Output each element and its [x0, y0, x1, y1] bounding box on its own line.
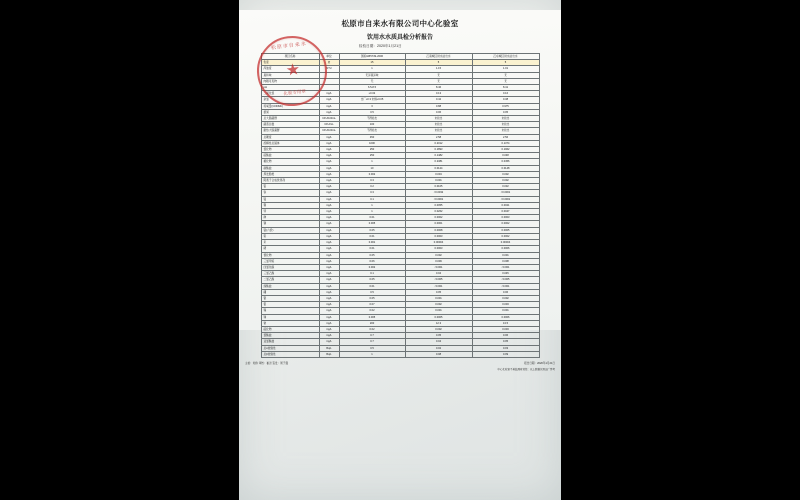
cell-unit: mg/L — [319, 190, 339, 196]
cell-name: 镉 — [261, 221, 319, 227]
cell-name: 锑 — [261, 314, 319, 320]
cell-a: 无 — [405, 78, 472, 84]
cell-b: 0.0006 — [472, 246, 539, 252]
cell-unit: mg/L — [319, 221, 339, 227]
cell-unit: mg/L — [319, 264, 339, 270]
cell-unit: mg/L — [319, 215, 339, 221]
cell-b: 0.0005 — [472, 227, 539, 233]
cell-std: 0.001 — [339, 240, 405, 246]
cell-std: 200 — [339, 320, 405, 326]
cell-unit: mg/L — [319, 333, 339, 339]
cell-b: 0.0003 — [472, 215, 539, 221]
cell-std: 6.5-8.5 — [339, 85, 405, 91]
seal-bottom-text: 化验专用章 — [283, 88, 307, 97]
cell-unit: mg/L — [319, 233, 339, 239]
cell-b: 0.0047 — [472, 209, 539, 215]
cell-a: 未检出 — [405, 128, 472, 134]
seal-top-text: 松原市自来水 — [270, 41, 308, 52]
cell-name: 镍 — [261, 308, 319, 314]
cell-name: 溴酸盐 — [261, 283, 319, 289]
cell-std: 1 — [339, 209, 405, 215]
cell-unit: NTU — [319, 66, 339, 72]
cell-std: 15 — [339, 60, 405, 66]
cell-name: 硫酸盐 — [261, 153, 319, 159]
col-header-unit: 单位 — [319, 54, 339, 60]
cell-b: 0.0456 — [472, 159, 539, 165]
cell-b: 未检出 — [472, 128, 539, 134]
cell-std: 0.1 — [339, 271, 405, 277]
cell-b: 无 — [472, 78, 539, 84]
cell-std: 0.05 — [339, 227, 405, 233]
cell-unit: mg/L — [319, 171, 339, 177]
cell-b: 0.05 — [472, 339, 539, 345]
cell-unit: 度 — [319, 60, 339, 66]
cell-a: 0.05 — [405, 333, 472, 339]
cell-a: 0.009 — [405, 258, 472, 264]
cell-unit: mg/L — [319, 184, 339, 190]
cell-unit: mg/L — [319, 314, 339, 320]
cell-unit: mg/L — [319, 165, 339, 171]
cell-b: 0.048 — [472, 153, 539, 159]
cell-a: 0.001 — [405, 295, 472, 301]
cell-a: 8.46 — [405, 85, 472, 91]
cell-name: 溶解性总固体 — [261, 140, 319, 146]
cell-std: 100 — [339, 122, 405, 128]
cell-name: 亚氯酸盐 — [261, 339, 319, 345]
cell-a: <0.0032 — [405, 190, 472, 196]
cell-b: 0.1374 — [472, 140, 539, 146]
cell-name: 硼 — [261, 289, 319, 295]
cell-b: 13.5 — [472, 320, 539, 326]
star-icon: ★ — [284, 61, 302, 80]
col-header-site-b: 江东城区供水站出水 — [472, 54, 539, 60]
cell-name: 总β放射性 — [261, 351, 319, 357]
cell-b: <0.0001 — [472, 190, 539, 196]
cell-name: 臭和味 — [261, 72, 319, 78]
cell-b: 0.0006 — [472, 314, 539, 320]
cell-std: 无 — [339, 78, 405, 84]
cell-name: 氨氮 — [261, 109, 319, 115]
cell-std: 250 — [339, 153, 405, 159]
cell-unit: mg/L — [319, 240, 339, 246]
cell-name: 阴离子合成洗涤剂 — [261, 178, 319, 184]
cell-std: 0.3 — [339, 178, 405, 184]
cell-b: 0.06 — [472, 289, 539, 295]
cell-name: 三氯甲烷 — [261, 258, 319, 264]
cell-unit: mg/L — [319, 147, 339, 153]
report-date: 报告日期：2020年1月21日 — [524, 361, 555, 365]
cell-name: 总大肠菌群 — [261, 116, 319, 122]
col-header-site-a: 江南城区供水站出水 — [405, 54, 472, 60]
cell-name: 氯化物 — [261, 147, 319, 153]
cell-b: 0.002 — [472, 178, 539, 184]
cell-name: 色度 — [261, 60, 319, 66]
cell-name: pH — [261, 85, 319, 91]
cell-name: 铝 — [261, 184, 319, 190]
col-header-standard: 国标GB5749-2006 — [339, 54, 405, 60]
cell-a: 1.15 — [405, 66, 472, 72]
cell-b: 5 — [472, 60, 539, 66]
cell-unit: mg/L — [319, 302, 339, 308]
cell-std: 0.02 — [339, 308, 405, 314]
cell-unit: mg/L — [319, 140, 339, 146]
cell-a: 0.13 — [405, 91, 472, 97]
cell-name: 二氧化氯 — [261, 91, 319, 97]
cell-name: 铁 — [261, 190, 319, 196]
cell-a: 0.0002 — [405, 215, 472, 221]
cell-unit: mg/L — [319, 134, 339, 140]
cell-unit: mg/L — [319, 159, 339, 165]
cell-std: 0.1 — [339, 196, 405, 202]
cell-b: 0.06 — [472, 333, 539, 339]
cell-unit: mg/L — [319, 308, 339, 314]
signature-text: 主检：刘伟 审核：崔洪 签发：周子强 — [245, 361, 288, 365]
cell-name: 硫化物 — [261, 326, 319, 332]
cell-std: 0.002 — [339, 171, 405, 177]
cell-std: 450 — [339, 134, 405, 140]
cell-std: 0.005 — [339, 221, 405, 227]
cell-name: 锌 — [261, 209, 319, 215]
footer-note: 中心化验室不易监测有效性：以上数据仅供出厂参考 — [497, 367, 555, 371]
cell-unit: mg/L — [319, 103, 339, 109]
cell-name: 硒 — [261, 246, 319, 252]
cell-b: 0.0002 — [472, 221, 539, 227]
cell-std: 3 — [339, 103, 405, 109]
cell-std: 0.01 — [339, 283, 405, 289]
cell-a: 0.002 — [405, 302, 472, 308]
cell-b: 0.00004 — [472, 240, 539, 246]
cell-std: 0.05 — [339, 252, 405, 258]
cell-std: 0.01 — [339, 233, 405, 239]
cell-name: 三氯乙酸 — [261, 271, 319, 277]
cell-a: 0.05 — [405, 289, 472, 295]
cell-a: 0.0005 — [405, 314, 472, 320]
cell-unit: mg/L — [319, 246, 339, 252]
cell-a: 0.0008 — [405, 227, 472, 233]
cell-name: 氯酸盐 — [261, 333, 319, 339]
cell-name: 肉眼可见物 — [261, 78, 319, 84]
cell-name: 余氯 — [261, 97, 319, 103]
cell-name: 菌落总数 — [261, 122, 319, 128]
cell-std: 0.005 — [339, 314, 405, 320]
footer-note-line — [245, 367, 555, 371]
table-row — [261, 351, 539, 357]
cell-std: 250 — [339, 147, 405, 153]
cell-unit: mg/L — [319, 277, 339, 283]
cell-b: 0.0148 — [472, 165, 539, 171]
cell-name: 银 — [261, 295, 319, 301]
cell-name: 四氯化碳 — [261, 264, 319, 270]
cell-name: 锰 — [261, 196, 319, 202]
cell-unit: mg/L — [319, 320, 339, 326]
cell-name: 铬(六价) — [261, 227, 319, 233]
col-header-name: 项目名称 — [261, 54, 319, 60]
cell-unit: Bq/L — [319, 351, 339, 357]
cell-name: 钼 — [261, 302, 319, 308]
scanned-page-background — [239, 0, 561, 500]
cell-std: 无异臭异味 — [339, 72, 405, 78]
cell-b: 0.032 — [472, 184, 539, 190]
cell-unit: mg/L — [319, 97, 339, 103]
cell-b: 0.0002 — [472, 233, 539, 239]
cell-a: 0.0262 — [405, 209, 472, 215]
cell-std: 1 — [339, 351, 405, 357]
cell-a: 0.0003 — [405, 233, 472, 239]
cell-a: <0.005 — [405, 277, 472, 283]
cell-b: 8.41 — [472, 85, 539, 91]
cell-name: 耗氧量(CODMn) — [261, 103, 319, 109]
cell-name: 砷 — [261, 215, 319, 221]
cell-a: 0.08 — [405, 351, 472, 357]
cell-std: ≥0.02 — [339, 91, 405, 97]
cell-name: 汞 — [261, 240, 319, 246]
cell-name: 浑浊度 — [261, 66, 319, 72]
cell-unit: Bq/L — [319, 345, 339, 351]
cell-a: 0.001 — [405, 308, 472, 314]
cell-b: 0.05 — [472, 109, 539, 115]
cell-name: 总硬度 — [261, 134, 319, 140]
cell-std: 1 — [339, 202, 405, 208]
cell-a: 0.02 — [405, 345, 472, 351]
cell-std: 0.05 — [339, 295, 405, 301]
cell-a: <0.0001 — [405, 196, 472, 202]
cell-a: <0.001 — [405, 264, 472, 270]
cell-name: 氟化物 — [261, 159, 319, 165]
cell-std: 0.02 — [339, 326, 405, 332]
cell-unit: CFU/100mL — [319, 128, 339, 134]
cell-unit: mg/L — [319, 339, 339, 345]
cell-unit: mg/L — [319, 289, 339, 295]
cell-unit: CFU/mL — [319, 122, 339, 128]
cell-a: 0.0003 — [405, 246, 472, 252]
cell-a: 0.1893 — [405, 147, 472, 153]
cell-a: 未检出 — [405, 122, 472, 128]
cell-b: 0.045 — [472, 271, 539, 277]
cell-std: 不得检出 — [339, 128, 405, 134]
cell-b: 0.001 — [472, 308, 539, 314]
cell-name: 氰化物 — [261, 252, 319, 258]
cell-std: 0.5 — [339, 345, 405, 351]
cell-b: 0.003 — [472, 326, 539, 332]
cell-a: 0.0124 — [405, 165, 472, 171]
cell-a: 0.001 — [405, 178, 472, 184]
cell-b: 0.002 — [472, 295, 539, 301]
cell-a: 0.2012 — [405, 140, 472, 146]
cell-b: 0.16 — [472, 91, 539, 97]
cell-a: 0.0055 — [405, 202, 472, 208]
cell-a: 0.0105 — [405, 184, 472, 190]
cell-b: 0.002 — [472, 171, 539, 177]
cell-name: 铅 — [261, 233, 319, 239]
cell-a: 0.04 — [405, 339, 472, 345]
cell-b: 0.001 — [472, 252, 539, 258]
cell-b: 未检出 — [472, 122, 539, 128]
cell-a: 0.0001 — [405, 221, 472, 227]
cell-name: 总α放射性 — [261, 345, 319, 351]
cell-a: 0.42 — [405, 97, 472, 103]
cell-a: 12.3 — [405, 320, 472, 326]
cell-name: 铜 — [261, 202, 319, 208]
cell-b: 0.0021 — [472, 202, 539, 208]
cell-name: 耐热大肠菌群 — [261, 128, 319, 134]
cell-a: 0.06 — [405, 109, 472, 115]
cell-b: 0.1962 — [472, 147, 539, 153]
cell-b: 未检出 — [472, 116, 539, 122]
cell-std: 不得检出 — [339, 116, 405, 122]
cell-std: 0.5 — [339, 289, 405, 295]
cell-std: 1 — [339, 66, 405, 72]
cell-b: 0.008 — [472, 258, 539, 264]
cell-b: 2.56 — [472, 134, 539, 140]
cell-name: 挥发酚类 — [261, 171, 319, 177]
cell-b: <0.001 — [472, 283, 539, 289]
cell-std: 0.01 — [339, 246, 405, 252]
cell-unit: mg/L — [319, 178, 339, 184]
cell-std: 0.05 — [339, 277, 405, 283]
cell-a: 0.002 — [405, 252, 472, 258]
cell-a: 0.04 — [405, 271, 472, 277]
cell-unit: mg/L — [319, 196, 339, 202]
cell-std: 0.2 — [339, 184, 405, 190]
cell-std: 0.3 — [339, 190, 405, 196]
cell-a: 0.00004 — [405, 240, 472, 246]
cell-a: 0.004 — [405, 171, 472, 177]
cell-name: 钠 — [261, 320, 319, 326]
cell-unit: mg/L — [319, 109, 339, 115]
cell-std: 0.7 — [339, 339, 405, 345]
cell-unit: mg/L — [319, 326, 339, 332]
page-title: 饮用水水质具检分析报告 — [366, 35, 433, 41]
cell-std: 0.5 — [339, 109, 405, 115]
cell-a: 0.2381 — [405, 159, 472, 165]
cell-b: 0.38 — [472, 97, 539, 103]
cell-unit: mg/L — [319, 258, 339, 264]
cell-b: 0.09 — [472, 351, 539, 357]
cell-unit: mg/L — [319, 91, 339, 97]
cell-b: 0.03 — [472, 345, 539, 351]
cell-unit: mg/L — [319, 252, 339, 258]
cell-name: 硝酸盐 — [261, 165, 319, 171]
cell-b: 无 — [472, 72, 539, 78]
cell-a: 0.002 — [405, 326, 472, 332]
cell-unit: CFU/100mL — [319, 116, 339, 122]
cell-std: 1000 — [339, 140, 405, 146]
cell-unit: mg/L — [319, 153, 339, 159]
cell-unit: mg/L — [319, 295, 339, 301]
cell-b: 0.975 — [472, 103, 539, 109]
cell-unit: mg/L — [319, 209, 339, 215]
cell-name: 二氯乙酸 — [261, 277, 319, 283]
cell-unit: mg/L — [319, 271, 339, 277]
cell-a: 5 — [405, 60, 472, 66]
signature-line — [245, 361, 555, 365]
cell-a: 0.88 — [405, 103, 472, 109]
cell-a: 无 — [405, 72, 472, 78]
cell-std: 0.06 — [339, 258, 405, 264]
cell-std: 0.07 — [339, 302, 405, 308]
cell-std: 0.01 — [339, 215, 405, 221]
cell-b: <0.001 — [472, 264, 539, 270]
cell-b: <0.0001 — [472, 196, 539, 202]
cell-unit: mg/L — [319, 227, 339, 233]
cell-unit: mg/L — [319, 202, 339, 208]
cell-unit: mg/L — [319, 283, 339, 289]
cell-a: 未检出 — [405, 116, 472, 122]
cell-a: 0.1482 — [405, 153, 472, 159]
cell-std: 出厂≥0.3 末梢≥0.05 — [339, 97, 405, 103]
report-number: 检验日期：2020年1月21日 — [359, 44, 402, 48]
cell-b: 0.003 — [472, 302, 539, 308]
cell-std: 1 — [339, 159, 405, 165]
cell-std: 0.002 — [339, 264, 405, 270]
cell-b: 1.01 — [472, 66, 539, 72]
cell-std: 0.7 — [339, 333, 405, 339]
organization-title: 松原市自来水有限公司中心化验室 — [341, 19, 459, 28]
cell-a: 2.58 — [405, 134, 472, 140]
cell-std: 10 — [339, 165, 405, 171]
report-paper — [239, 10, 561, 371]
cell-b: <0.005 — [472, 277, 539, 283]
cell-a: <0.001 — [405, 283, 472, 289]
